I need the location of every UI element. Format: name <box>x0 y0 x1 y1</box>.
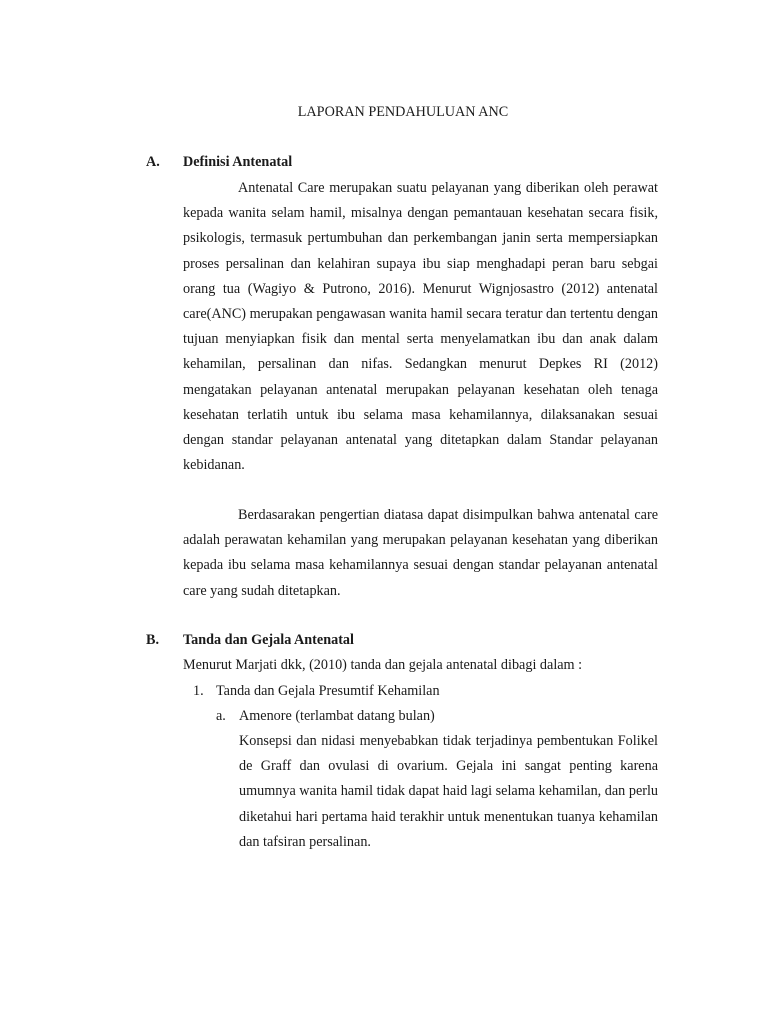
document-title: LAPORAN PENDAHULUAN ANC <box>297 104 509 120</box>
section-b-intro: Menurut Marjati dkk, (2010) tanda dan gejala antenatal dibagi dalam : <box>183 657 583 673</box>
section-a-paragraph-1 <box>183 176 658 478</box>
sub-item-text: Amenore (terlambat datang bulan) <box>239 708 435 724</box>
section-b-heading: Tanda dan Gejala Antenatal <box>183 632 354 648</box>
section-b-letter: B. <box>146 632 160 648</box>
section-a-heading: Definisi Antenatal <box>183 154 293 170</box>
list-item-number: 1. <box>193 683 204 699</box>
section-a-paragraph-2 <box>183 503 658 604</box>
sub-item-letter: a. <box>216 708 226 724</box>
list-item-text: Tanda dan Gejala Presumtif Kehamilan <box>216 683 440 699</box>
section-a-paragraph-2-text: Berdasarakan pengertian diatasa dapat disimpulkan bahwa antenatal care adalah perawatan kehamilan yang merupakan pelayanan kesehatan yang diberikan kepada ibu selama masa kehamilannya sesuai dengan standar pelayanan antenatal care yang sudah ditetapkan. <box>183 507 658 599</box>
section-a-letter: A. <box>146 154 160 170</box>
sub-item-paragraph: Konsepsi dan nidasi menyebabkan tidak terjadinya pembentukan Folikel de Graff dan ovulasi di ovarium. Gejala ini sangat penting karena umumnya wanita hamil tidak dapat haid lagi selama kehamilan, dan perlu diketahui hari pertama haid terakhir untuk menentukan tuanya kehamilan dan tafsiran persalinan. <box>239 733 658 850</box>
section-a-paragraph-1-text: Antenatal Care merupakan suatu pelayanan yang diberikan oleh perawat kepada wanita selam hamil, misalnya dengan pemantauan kesehatan secara fisik, psikologis, termasuk pertumbuhan dan perkembangan janin serta mempersiapkan proses persalinan dan kelahiran supaya ibu siap menghadapi peran baru sebgai orang tua (Wagiyo & Putrono, 2016). Menurut Wignjosastro (2012) antenatal care(ANC) merupakan pengawasan wanita hamil secara teratur dan tertentu dengan tujuan menyiapkan fisik dan mental serta menyelamatkan ibu dan anak dalam kehamilan, persalinan dan nifas. Sedangkan menurut Depkes RI (2012) mengatakan pelayanan antenatal merupakan pelayanan kesehatan oleh tenaga kesehatan terlatih untuk ibu selama masa kehamilannya, dilaksanakan sesuai dengan standar pelayanan antenatal yang ditetapkan dalam Standar pelayanan kebidanan. <box>183 180 658 474</box>
